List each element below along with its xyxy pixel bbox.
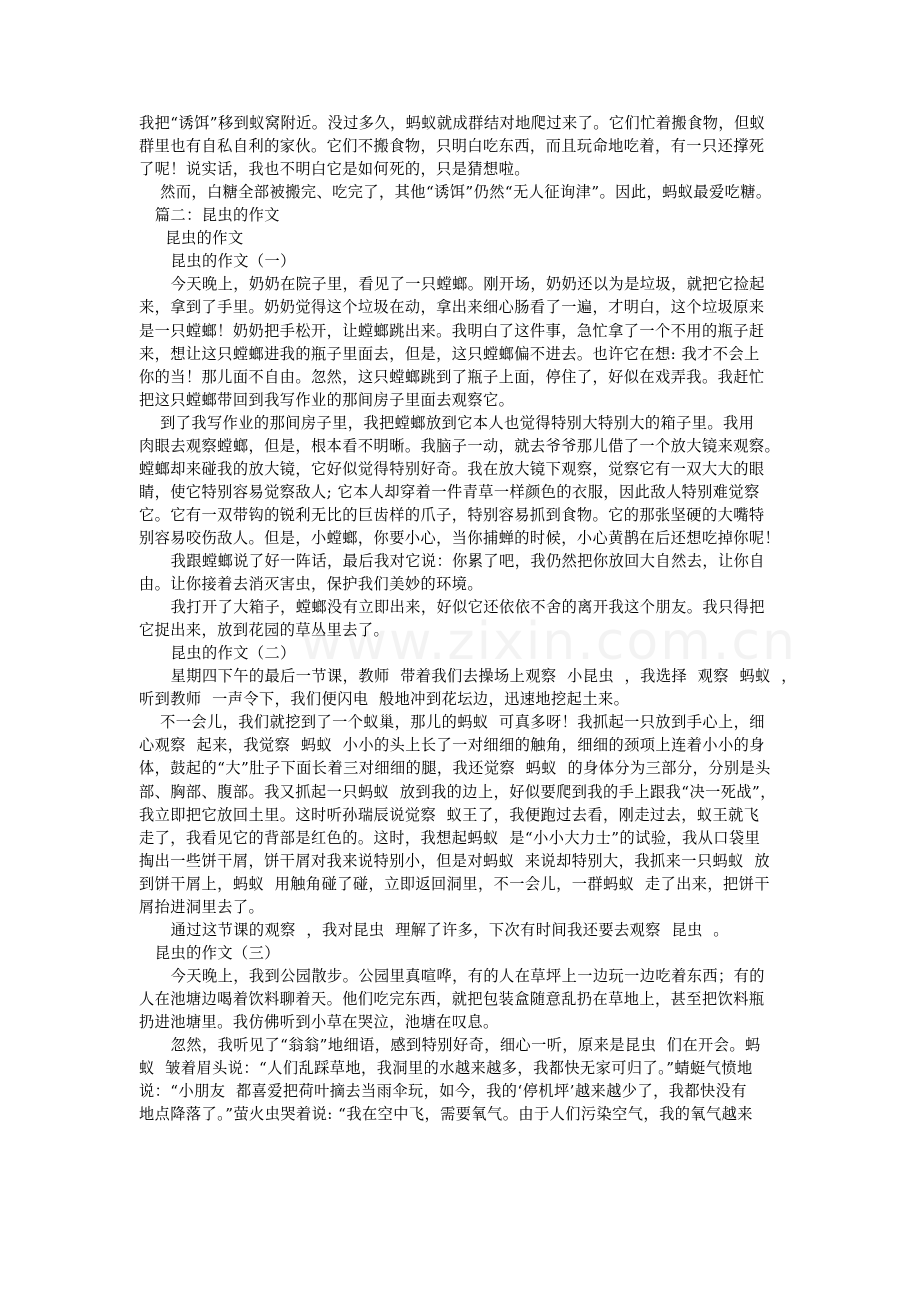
text-line: 我把“诱饵”移到蚁窝附近。没过多久，蚂蚁就成群结对地爬过来了。它们忙着搬食物，但蚁 bbox=[139, 114, 766, 132]
text-line: 说：“小朋友 都喜爱把荷叶摘去当雨伞玩，如今，我的‘停机坪’越来越少了，我都快没有 bbox=[139, 1082, 747, 1101]
text-line: 走了，我看见它的背部是红色的。这时，我想起蚂蚁 是“小小大力士”的试验，我从口袋里 bbox=[139, 828, 761, 847]
text-line: 昆虫的作文（三） bbox=[139, 943, 280, 962]
text-line: 你的当！那儿面不自由。忽然，这只螳螂跳到了瓶子上面，停住了，好似在戏弄我。我赶忙 bbox=[139, 367, 765, 386]
text-line: 把这只螳螂带回到我写作业的那间房子里面去观察它。 bbox=[139, 390, 515, 409]
text-line: 它。它有一双带钩的锐利无比的巨齿样的爪子，特别容易抓到食物。它的那张坚硬的大嘴特 bbox=[139, 505, 765, 524]
text-line: 体，鼓起的“大”肚子下面长着三对细细的腿，我还觉察 蚂蚁 的身体分为三部分，分别是头 bbox=[139, 759, 771, 778]
text-line: 心观察 起来，我觉察 蚂蚁 小小的头上长了一对细细的触角，细细的颈项上连着小小的身 bbox=[139, 736, 765, 755]
text-line: 蚁 皱着眉头说：“人们乱踩草地，我洞里的水越来越多，我都快无家可归了。”蜻蜓气愤地 bbox=[139, 1059, 753, 1078]
text-line: 螳螂却来碰我的放大镜，它好似觉得特别好奇。我在放大镜下观察，觉察它有一双大大的眼 bbox=[139, 459, 765, 478]
text-line: 到饼干屑上，蚂蚁 用触角碰了碰，立即返回洞里，不一会儿，一群蚂蚁 走了出来，把饼干 bbox=[139, 874, 770, 893]
text-line: 昆虫的作文（一） bbox=[139, 252, 296, 271]
text-line: 掏出一些饼干屑，饼干屑对我来说特别小，但是对蚂蚁 来说却特别大，我抓来一只蚂蚁 放 bbox=[139, 851, 770, 870]
text-line: 睛，使它特别容易觉察敌人; 它本人却穿着一件青草一样颜色的衣服，因此敌人特别难觉察 bbox=[139, 482, 760, 501]
text-line: 了呢！说实话，我也不明白它是如何死的，只是猜想啦。 bbox=[139, 160, 530, 179]
text-line: 我打开了大箱子，螳螂没有立即出来，好似它还依依不舍的离开我这个朋友。我只得把 bbox=[139, 598, 765, 616]
text-line: 星期四下午的最后一节课，教师 带着我们去操场上观察 小昆虫 ，我选择 观察 蚂蚁 ， bbox=[139, 667, 797, 686]
text-line: 扔进池塘里。我仿佛听到小草在哭泣，池塘在叹息。 bbox=[139, 1013, 499, 1031]
text-line: 屑抬进洞里去了。 bbox=[139, 897, 265, 916]
text-line: 来，拿到了手里。奶奶觉得这个垃圾在动，拿出来细心肠看了一遍，才明白，这个垃圾原来 bbox=[139, 298, 765, 317]
text-line: 人在池塘边喝着饮料聊着天。他们吃完东西，就把包装盒随意乱扔在草地上，甚至把饮料瓶 bbox=[139, 989, 765, 1008]
text-line: 我立即把它放回土里。这时听孙瑞辰说觉察 蚁王了，我便跑过去看，刚走过去，蚁王就飞 bbox=[139, 805, 760, 824]
text-line: 昆虫的作文（二） bbox=[139, 644, 296, 663]
text-line: 篇二：昆虫的作文 bbox=[139, 206, 280, 225]
text-line: 今天晚上，奶奶在院子里，看见了一只螳螂。刚开场，奶奶还以为是垃圾，就把它捡起 bbox=[139, 275, 765, 294]
text-line: 到了我写作业的那间房子里，我把螳螂放到它本人也觉得特别大特别大的箱子里。我用 bbox=[139, 413, 755, 432]
text-line: 是一只螳螂！奶奶把手松开，让螳螂跳出来。我明白了这件事，急忙拿了一个不用的瓶子赶 bbox=[139, 321, 765, 340]
text-line: 忽然，我听见了“翁翁”地细语，感到特别好奇，细心一听，原来是昆虫 们在开会。蚂 bbox=[139, 1036, 761, 1054]
text-line: 通过这节课的观察 ，我对昆虫 理解了许多，下次有时间我还要去观察 昆虫 。 bbox=[139, 920, 729, 939]
text-line: 由。让你接着去消灭害虫，保护我们美妙的环境。 bbox=[139, 575, 484, 593]
text-line: 听到教师 一声令下，我们便闪电 般地冲到花坛边，迅速地挖起土来。 bbox=[139, 690, 630, 709]
text-line: 今天晚上，我到公园散步。公园里真喧哗，有的人在草坪上一边玩一边吃着东西；有的 bbox=[139, 966, 765, 985]
text-line: 我跟螳螂说了好一阵话，最后我对它说：你累了吧，我仍然把你放回大自然去，让你自 bbox=[139, 552, 765, 570]
text-line: 不一会儿，我们就挖到了一个蚁巢，那儿的蚂蚁 可真多呀！我抓起一只放到手心上，细 bbox=[139, 713, 765, 732]
text-line: 昆虫的作文 bbox=[139, 229, 244, 248]
text-line: 肉眼去观察螳螂，但是，根本看不明晰。我脑子一动，就去爷爷那儿借了一个放大镜来观察。 bbox=[139, 436, 781, 455]
text-line: 它捉出来，放到花园的草丛里去了。 bbox=[139, 621, 390, 640]
text-line: 来，想让这只螳螂进我的瓶子里面去，但是，这只螳螂偏不进去。也许它在想: 我才不会上 bbox=[139, 344, 760, 363]
text-line: 然而，白糖全部被搬完、吃完了，其他“诱饵”仍然“无人征询津”。因此，蚂蚁最爱吃糖。 bbox=[139, 183, 772, 202]
text-line: 别容易咬伤敌人。但是，小螳螂，你要小心，当你捕蝉的时候，小心黄鹊在后还想吃掉你呢！ bbox=[139, 528, 781, 547]
text-line: 部、胸部、腹部。我又抓起一只蚂蚁 放到我的边上，好似要爬到我的手上跟我“决一死战”， bbox=[139, 782, 776, 801]
text-line: 地点降落了。”萤火虫哭着说: “我在空中飞，需要氧气。由于人们污染空气，我的氧气越来 bbox=[139, 1105, 753, 1124]
text-line: 群里也有自私自利的家伙。它们不搬食物，只明白吃东西，而且玩命地吃着，有一只还撑死 bbox=[139, 137, 765, 156]
